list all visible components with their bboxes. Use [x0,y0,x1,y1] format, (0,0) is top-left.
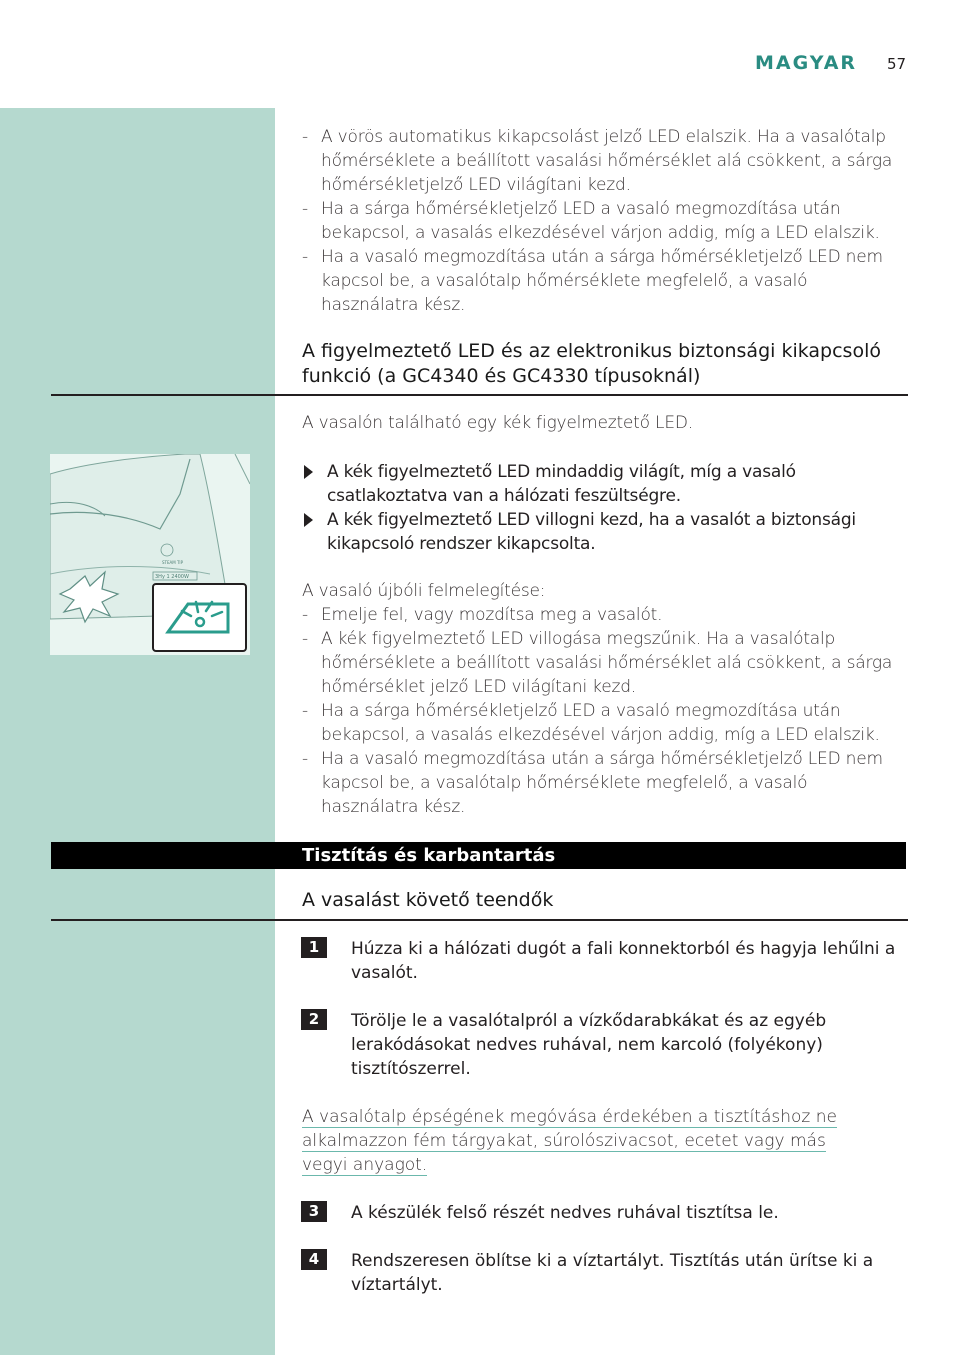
list-item: - A kék figyelmeztető LED villogása megszűnik. Ha a vasalótalp hőmérséklete a beállított vasalási hőmérséklet alá csökkent, a sárga hőmérséklet jelző LED világítani kezd. [302,627,906,699]
list-item: - Ha a vasaló megmozdítása után a sárga hőmérsékletjelző LED nem kapcsol be, a vasalótalp hőmérséklete megfelelő, a vasaló használatra kész. [302,245,906,317]
bullet-list [302,460,906,556]
section-title: Tisztítás és karbantartás [302,845,556,866]
heading-rule [51,394,908,396]
sidebar-band [0,108,275,1355]
list-item: - A vörös automatikus kikapcsolást jelző LED elalszik. Ha a vasalótalp hőmérséklete a beállított vasalási hőmérséklet alá csökkent, a sárga hőmérsékletjelző LED világítani kezd. [302,125,906,197]
step-number: 1 [301,937,327,958]
iron-drawing [50,454,250,655]
subheading-rule [51,919,908,921]
subheading: A vasalást követő teendők [302,889,554,911]
step-number: 4 [301,1249,327,1270]
step-number: 2 [301,1009,327,1030]
reheat-title: A vasaló újbóli felmelegítése: [302,581,546,601]
list-item: - Ha a sárga hőmérsékletjelző LED a vasaló megmozdítása után bekapcsol, a vasalás elkezdésével várjon addig, míg a LED elalszik. [302,197,906,245]
steam-label: STEAM TIP [162,560,184,565]
bullet-text: A kék figyelmeztető LED mindaddig világít, míg a vasaló csatlakoztatva van a hálózati feszültségre. [327,462,796,506]
list-item: - Ha a sárga hőmérsékletjelző LED a vasaló megmozdítása után bekapcsol, a vasalás elkezdésével várjon addig, míg a LED elalszik. [302,699,906,747]
bullet-icon [304,513,313,527]
page-number: 57 [887,55,907,73]
step-number: 3 [301,1201,327,1222]
model-label: 3Hy 1 2400W [155,574,189,580]
warning-text: A vasalótalp épségének megóvása érdekében a tisztításhoz ne alkalmazzon fém tárgyakat, súrolószivacsot, ecetet vagy más vegyi anyagot. [302,1107,837,1175]
step-text: Húzza ki a hálózati dugót a fali konnektorból és hagyja lehűlni a vasalót. [351,939,896,983]
list-item [302,508,906,556]
status-list [302,125,906,317]
warning-note [302,1105,862,1177]
step-text: Törölje le a vasalótalpról a vízkődarabkákat és az egyéb lerakódásokat nedves ruhával, nem karcoló (folyékony) tisztítószerrel. [351,1011,827,1079]
iron-illustration [50,454,250,655]
section-heading: A figyelmeztető LED és az elektronikus biztonsági kikapcsoló funkció (a GC4340 és GC4330 típusoknál) [302,340,881,387]
language-header: MAGYAR [755,52,858,74]
reheat-block [302,579,906,819]
bullet-icon [304,465,313,479]
step-text: Rendszeresen öblítse ki a víztartályt. Tisztítás után ürítse ki a víztartályt. [351,1251,874,1295]
list-item: - Ha a vasaló megmozdítása után a sárga hőmérsékletjelző LED nem kapcsol be, a vasalótalp hőmérséklete megfelelő, a vasaló használatra kész. [302,747,906,819]
intro-text: A vasalón található egy kék figyelmeztető LED. [302,413,693,433]
step-text: A készülék felső részét nedves ruhával tisztítsa le. [351,1203,779,1223]
bullet-text: A kék figyelmeztető LED villogni kezd, ha a vasalót a biztonsági kikapcsoló rendszer kikapcsolta. [327,510,856,554]
list-item: - Emelje fel, vagy mozdítsa meg a vasalót. [302,603,906,627]
list-item [302,460,906,508]
